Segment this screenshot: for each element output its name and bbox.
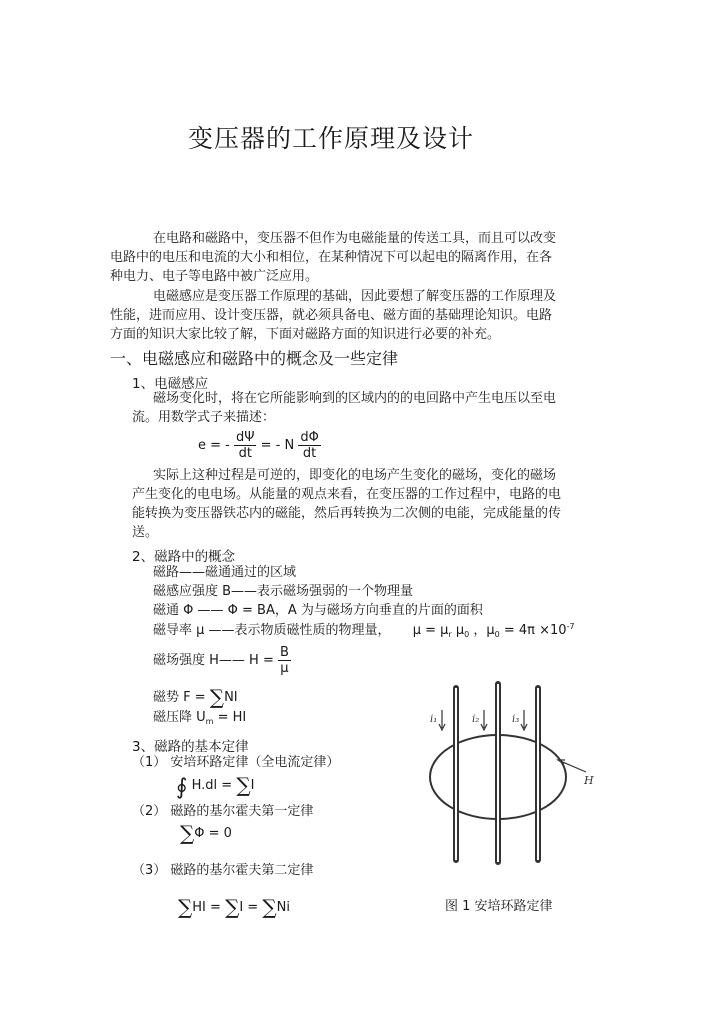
intro-p2-line3: 方面的知识大家比较了解，下面对磁路方面的知识进行必要的补充。	[110, 327, 501, 342]
law3-name: 磁路的基尔霍夫第二定律	[170, 863, 314, 878]
current-arrow-1	[439, 710, 445, 730]
sub1-after-line3: 能转换为变压器铁芯内的磁能，然后再转换为二次侧的电能，完成能量的传	[132, 506, 562, 521]
permeability-eq-a: μ = μ	[412, 623, 449, 638]
concept-mmf-drop	[153, 709, 246, 728]
law1-lhs: H.dl =	[191, 778, 233, 793]
law2-formula	[180, 821, 232, 845]
permeability-text: 磁导率 μ ——表示物质磁性质的物理量，	[153, 623, 391, 638]
subscript-0b: 0	[494, 630, 500, 639]
current-arrow-3	[521, 710, 527, 730]
law3-term2: I =	[239, 900, 259, 915]
fraction-b-mu	[278, 645, 291, 676]
concept-mmf	[153, 685, 238, 709]
sigma-symbol: ∑	[236, 773, 251, 797]
drop-rhs: = HI	[217, 710, 247, 725]
law3-term3: Ni	[276, 900, 290, 915]
law3-line	[132, 862, 313, 880]
drop-text: 磁压降 U	[153, 710, 206, 725]
law3-label: （3）	[132, 863, 167, 878]
law2-label: （2）	[132, 804, 167, 819]
subscript-0: 0	[464, 630, 470, 639]
sigma-symbol: ∑	[209, 685, 225, 709]
h-pointer	[558, 760, 586, 772]
current-arrow-2	[481, 710, 487, 730]
section-heading: 一、电磁感应和磁路中的概念及一些定律	[110, 349, 399, 368]
fraction-dpsi-dt	[234, 430, 256, 461]
law1-name: 安培环路定律（全电流定律）	[170, 755, 340, 770]
sub1-after-line4: 送。	[132, 525, 159, 540]
subscript-r: r	[448, 630, 452, 639]
fraction-dphi-dt	[298, 430, 320, 461]
law2-line	[132, 803, 313, 821]
law1-formula	[176, 773, 255, 800]
sub1-line2: 流。用数学式子来描述：	[132, 410, 276, 425]
mmf-text: 磁势 F =	[153, 690, 206, 705]
concept-permeability	[153, 622, 575, 641]
law2-name: 磁路的基尔霍夫第一定律	[170, 804, 314, 819]
fraction-numerator: dΦ	[300, 430, 319, 445]
intro-p1-line1: 在电路和磁路中，变压器不但作为电磁能量的传送工具，而且可以改变	[153, 231, 557, 246]
concept-flux: 磁通 Φ —— Φ = BA，A 为与磁场方向垂直的片面的面积	[153, 603, 483, 618]
permeability-eq-b: μ	[455, 623, 465, 638]
fraction-denominator: dt	[238, 446, 252, 461]
permeability-eq-d: = 4π ×10	[503, 623, 567, 638]
concept-magnetic-circuit: 磁路——磁通通过的区域	[153, 565, 297, 580]
law2-rhs: Φ = 0	[194, 826, 232, 841]
law1-label: （1）	[132, 755, 167, 770]
mmf-rhs: NI	[224, 690, 238, 705]
sigma-symbol: ∑	[262, 895, 277, 919]
intro-p1-line3: 种电力、电子等电路中被广泛应用。	[110, 269, 319, 284]
sub1-after-line1: 实际上这种过程是可逆的，即变化的电场产生变化的磁场，变化的磁场	[153, 468, 557, 483]
law1-line	[132, 754, 339, 772]
concept-intensity	[153, 645, 291, 676]
intro-p2-line2: 性能，进而应用、设计变压器，就必须具备电、磁方面的基础理论知识。电路	[110, 308, 553, 323]
sigma-symbol: ∑	[178, 895, 193, 919]
permeability-eq-c: ，μ	[473, 623, 495, 638]
label-i1: i₁	[430, 714, 438, 725]
page-title: 变压器的工作原理及设计	[188, 124, 475, 153]
sub1-line1: 磁场变化时，将在它所能影响到的区域内的的电回路中产生电压以至电	[153, 391, 557, 406]
subsection-1-heading: 1、电磁感应	[132, 376, 209, 392]
law3-term1: HI =	[192, 900, 221, 915]
figure-caption: 图 1 安培环路定律	[445, 899, 553, 914]
exponent: -7	[566, 622, 575, 631]
sigma-symbol: ∑	[225, 895, 240, 919]
subscript-m: m	[205, 717, 214, 726]
induction-formula	[198, 430, 321, 461]
sub1-after-line2: 产生变化的电电场。从能量的观点来看，在变压器的工作过程中，电路的电	[132, 487, 562, 502]
contour-integral-symbol: ∮	[176, 775, 188, 800]
formula-lhs: e = -	[198, 438, 230, 453]
label-i2: i₂	[472, 714, 480, 725]
sigma-symbol: ∑	[180, 821, 195, 845]
fraction-denominator: dt	[302, 446, 317, 461]
label-h: H	[584, 774, 594, 787]
formula-mid: = - N	[260, 438, 295, 453]
label-i3: i₃	[512, 714, 520, 725]
subsection-3-heading: 3、磁路的基本定律	[132, 739, 249, 755]
concept-induction: 磁感应强度 B——表示磁场强弱的一个物理量	[153, 584, 414, 599]
fraction-denominator: μ	[280, 661, 289, 676]
intensity-text: 磁场强度 H—— H =	[153, 653, 274, 668]
law1-rhs: I	[250, 778, 255, 793]
intro-p1-line2: 电路中的电压和电流的大小和相位，在某种情况下可以起电的隔离作用，在各	[110, 250, 553, 265]
fraction-numerator: dΨ	[236, 430, 255, 445]
ampere-law-figure	[418, 680, 598, 875]
fraction-numerator: B	[279, 645, 289, 660]
subsection-2-heading: 2、磁路中的概念	[132, 549, 236, 565]
law3-formula	[178, 895, 290, 919]
intro-p2-line1: 电磁感应是变压器工作原理的基础，因此要想了解变压器的工作原理及	[153, 289, 557, 304]
figure-drawing	[430, 684, 586, 862]
